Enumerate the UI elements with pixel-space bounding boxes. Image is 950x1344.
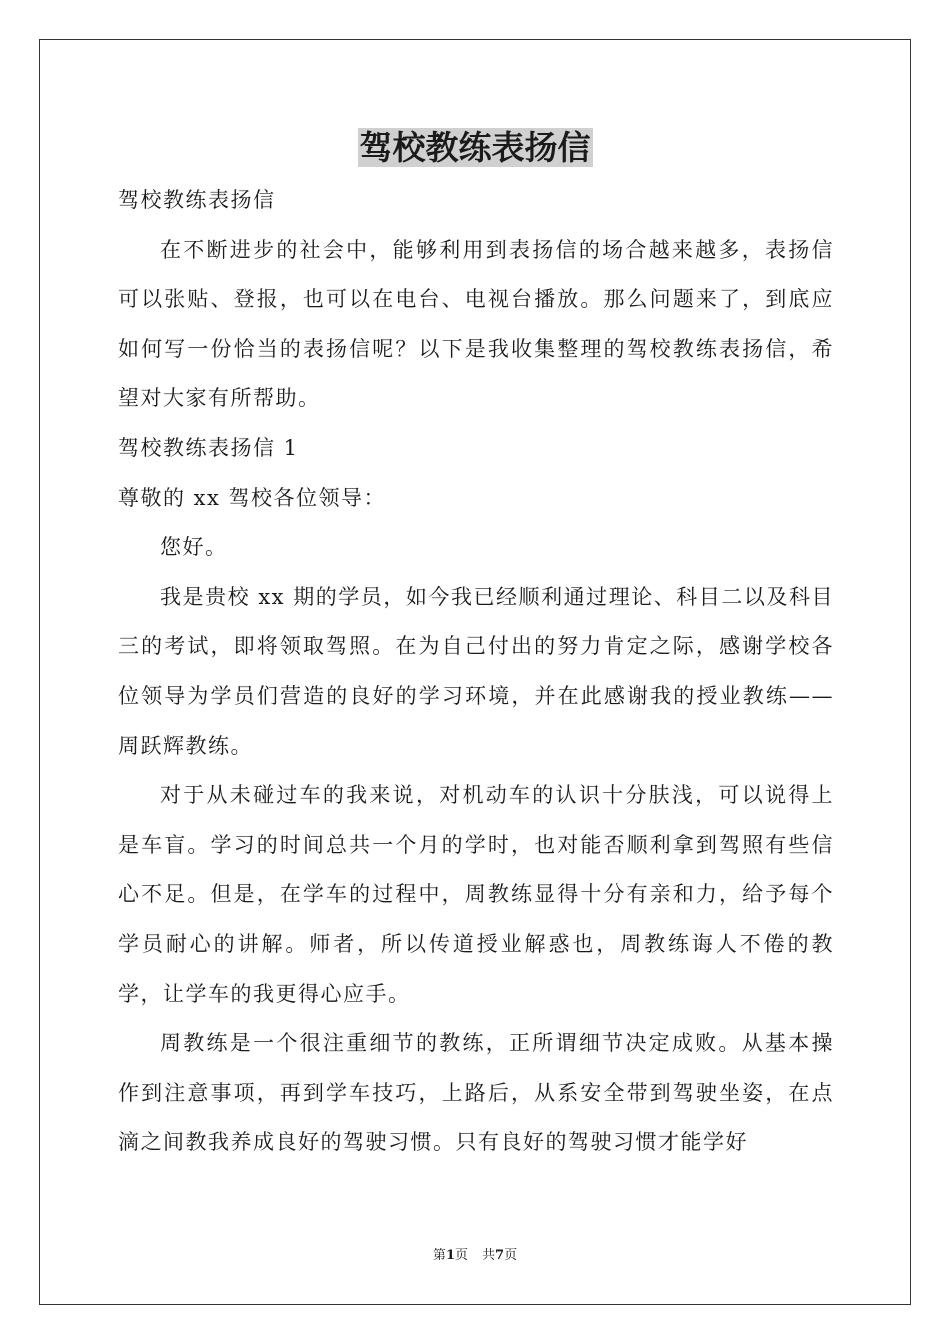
paragraph-section-heading: 驾校教练表扬信 1	[118, 435, 299, 460]
page-prefix: 第	[432, 1248, 446, 1263]
paragraph-subtitle: 驾校教练表扬信	[118, 188, 276, 212]
paragraph-body: 我是贵校 xx 期的学员，如今我已经顺利通过理论、科目二以及科目三的考试，即将领取驾照。在为自己付出的努力肯定之际，感谢学校各位领导为学员们营造的良好的学习环境，并在此感谢我的授业教练——周跃辉教练。	[118, 584, 834, 758]
paragraph-body: 对于从未碰过车的我来说，对机动车的认识十分肤浅，可以说得上是车盲。学习的时间总共一个月的学时，也对能否顺利拿到驾照有些信心不足。但是，在学车的过程中，周教练显得十分有亲和力，给予每个学员耐心的讲解。师者，所以传道授业解惑也，周教练诲人不倦的教学，让学车的我更得心应手。	[118, 783, 834, 1006]
total-prefix: 共	[482, 1248, 496, 1263]
paragraph-body: 周教练是一个很注重细节的教练，正所谓细节决定成败。从基本操作到注意事项，再到学车技巧，上路后，从系安全带到驾驶坐姿，在点滴之间教我养成良好的驾驶习惯。只有良好的驾驶习惯才能学好	[118, 1031, 834, 1155]
total-pages: 7	[495, 1248, 505, 1263]
document-title	[0, 126, 950, 170]
paragraph-intro: 在不断进步的社会中，能够利用到表扬信的场合越来越多，表扬信可以张贴、登报，也可以在电台、电视台播放。那么问题来了，到底应如何写一份恰当的表扬信呢？以下是我收集整理的驾校教练表扬信，希望对大家有所帮助。	[118, 237, 834, 411]
document-body	[118, 176, 834, 1168]
paragraph-salutation: 尊敬的 xx 驾校各位领导：	[118, 485, 387, 510]
page-suffix: 页	[454, 1248, 468, 1263]
document-title-text: 驾校教练表扬信	[359, 128, 591, 167]
paragraph-greeting: 您好。	[160, 535, 228, 560]
page-number: 1	[445, 1248, 455, 1263]
page-footer	[0, 1247, 950, 1265]
total-suffix: 页	[504, 1248, 518, 1263]
